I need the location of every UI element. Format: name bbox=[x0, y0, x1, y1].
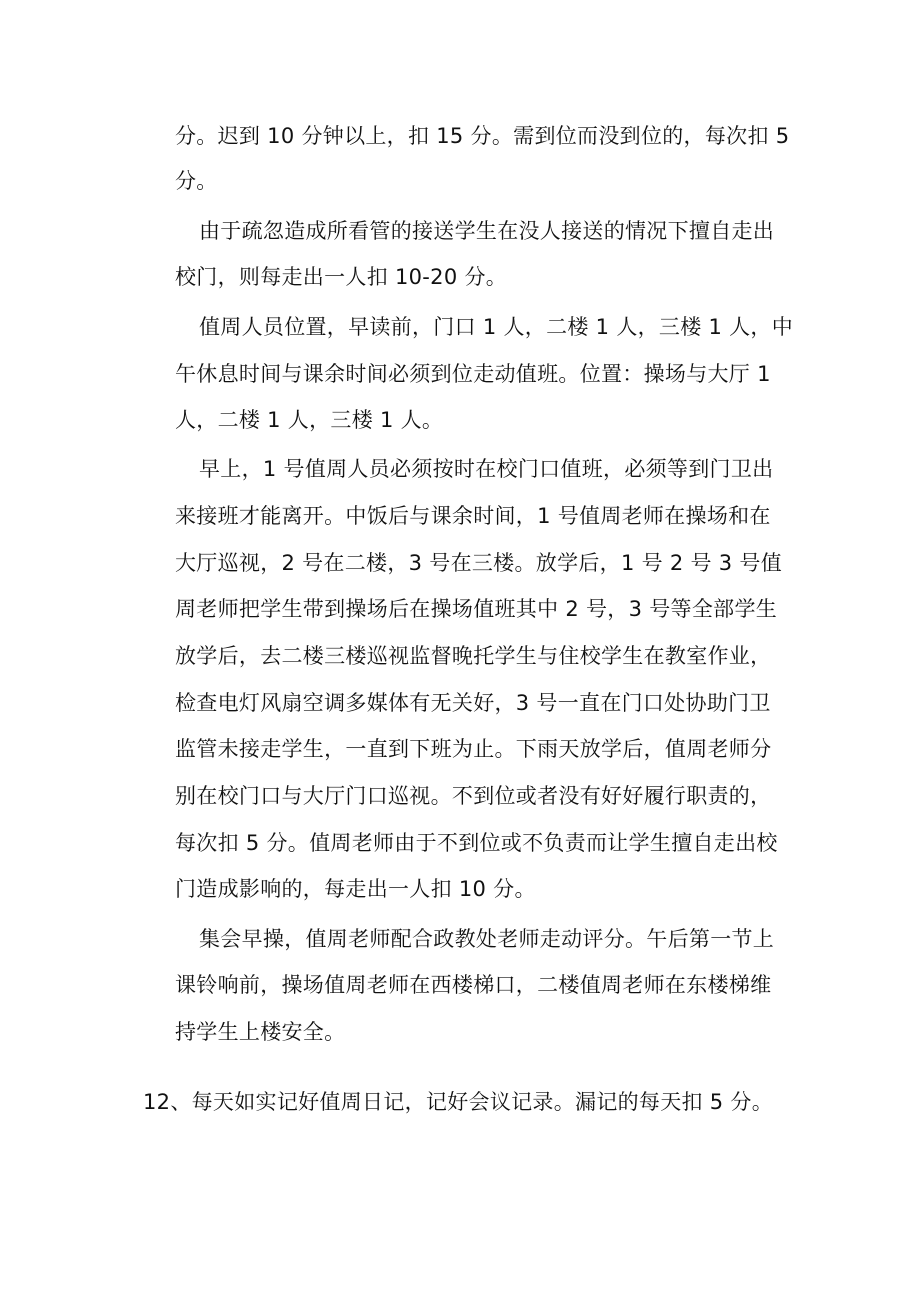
text-line: 监管未接走学生，一直到下班为止。下雨天放学后，值周老师分 bbox=[175, 737, 772, 761]
text-line: 集会早操，值周老师配合政教处老师走动评分。午后第一节上 bbox=[199, 927, 775, 951]
text-line: 放学后，去二楼三楼巡视监督晚托学生与住校学生在教室作业， bbox=[175, 644, 772, 668]
text-line: 来接班才能离开。中饭后与课余时间，1 号值周老师在操场和在 bbox=[175, 504, 771, 528]
text-line: 检查电灯风扇空调多媒体有无关好，3 号一直在门口处协助门卫 bbox=[175, 691, 771, 715]
text-line: 值周人员位置，早读前，门口 1 人，二楼 1 人，三楼 1 人，中 bbox=[199, 315, 794, 339]
text-line: 每次扣 5 分。值周老师由于不到位或不负责而让学生擅自走出校 bbox=[175, 831, 778, 855]
text-line: 别在校门口与大厅门口巡视。不到位或者没有好好履行职责的， bbox=[175, 784, 772, 808]
text-line: 门造成影响的，每走出一人扣 10 分。 bbox=[175, 877, 536, 901]
text-line: 校门，则每走出一人扣 10-20 分。 bbox=[175, 265, 508, 289]
text-line: 大厅巡视，2 号在二楼，3 号在三楼。放学后，1 号 2 号 3 号值 bbox=[175, 551, 783, 575]
text-line: 持学生上楼安全。 bbox=[175, 1020, 346, 1044]
text-line: 课铃响前，操场值周老师在西楼梯口，二楼值周老师在东楼梯维 bbox=[175, 973, 772, 997]
text-line: 人，二楼 1 人，三楼 1 人。 bbox=[175, 408, 444, 432]
text-line: 早上，1 号值周人员必须按时在校门口值班，必须等到门卫出 bbox=[199, 457, 774, 481]
text-line: 午休息时间与课余时间必须到位走动值班。位置：操场与大厅 1 bbox=[175, 362, 771, 386]
text-line: 由于疏忽造成所看管的接送学生在没人接送的情况下擅自走出 bbox=[199, 219, 775, 243]
text-line: 12、每天如实记好值周日记，记好会议记录。漏记的每天扣 5 分。 bbox=[143, 1090, 774, 1114]
text-line: 周老师把学生带到操场后在操场值班其中 2 号，3 号等全部学生 bbox=[175, 597, 778, 621]
text-line: 分。迟到 10 分钟以上，扣 15 分。需到位而没到位的，每次扣 5 bbox=[175, 124, 790, 148]
text-line: 分。 bbox=[175, 169, 218, 193]
